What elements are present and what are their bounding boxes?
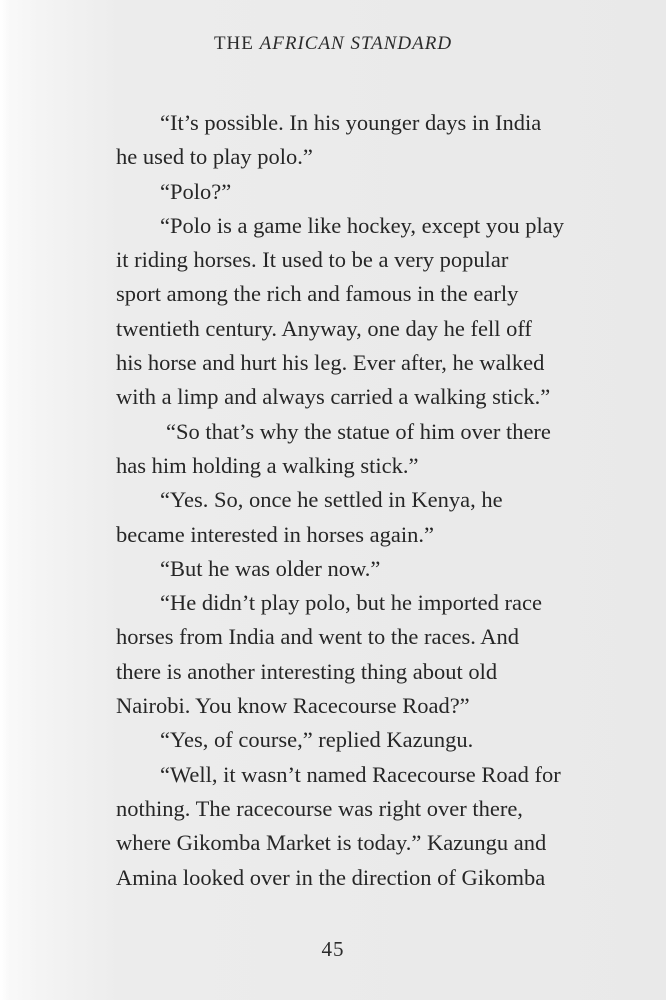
text-line: with a limp and always carried a walking stick.” — [116, 384, 551, 410]
text-line: “Yes. So, once he settled in Kenya, he — [160, 487, 503, 513]
text-line: “Polo is a game like hockey, except you play — [160, 212, 565, 238]
text-line: he used to play polo.” — [116, 144, 313, 170]
text-line: nothing. The racecourse was right over there, — [116, 795, 523, 821]
text-line: “Well, it wasn’t named Racecourse Road for — [160, 761, 561, 787]
body-text — [116, 106, 616, 895]
text-line: his horse and hurt his leg. Ever after, he walked — [116, 350, 545, 376]
text-line: it riding horses. It used to be a very popular — [116, 247, 509, 273]
text-line: “But he was older now.” — [160, 555, 381, 581]
text-line: “So that’s why the statue of him over there — [166, 418, 551, 444]
text-line: “It’s possible. In his younger days in India — [160, 110, 542, 135]
text-line: horses from India and went to the races. And — [116, 624, 520, 650]
text-line: Nairobi. You know Racecourse Road?” — [116, 693, 470, 719]
text-line: became interested in horses again.” — [116, 521, 434, 547]
running-head-title: AFRICAN STANDARD — [259, 33, 453, 54]
text-line: “He didn’t play polo, but he imported race — [160, 590, 542, 616]
text-line: sport among the rich and famous in the early — [116, 281, 519, 307]
text-line: “Yes, of course,” replied Kazungu. — [160, 727, 474, 753]
running-head-prefix: THE — [213, 33, 260, 54]
running-head — [0, 33, 666, 55]
text-line: where Gikomba Market is today.” Kazungu and — [116, 830, 547, 856]
text-line: there is another interesting thing about old — [116, 658, 498, 684]
text-line: twentieth century. Anyway, one day he fell off — [116, 315, 532, 341]
text-line: Amina looked over in the direction of Gikomba — [116, 864, 546, 890]
page-gutter — [0, 0, 12, 1000]
text-line: “Polo?” — [160, 178, 232, 204]
text-line: has him holding a walking stick.” — [116, 452, 419, 478]
page-number: 45 — [321, 937, 345, 961]
